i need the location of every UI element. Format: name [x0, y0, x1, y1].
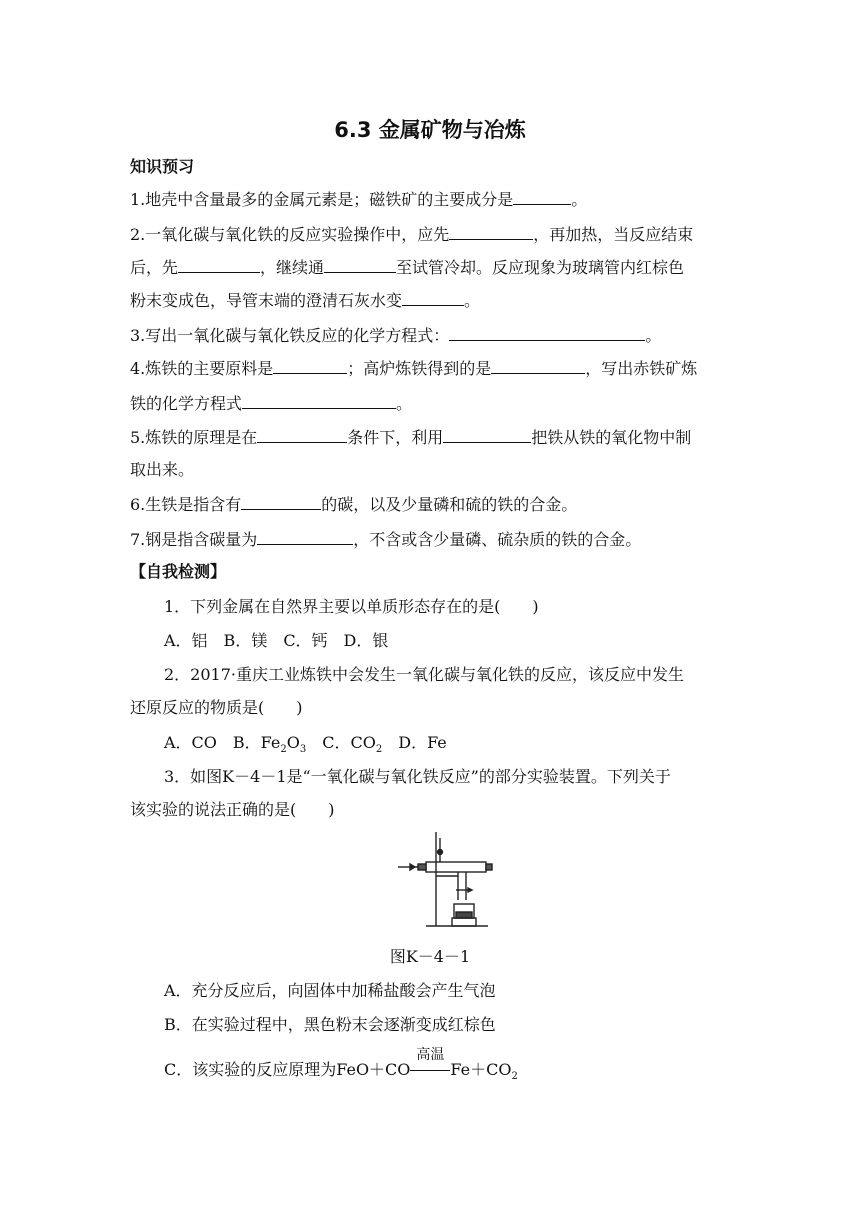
question-1: 1.地壳中含量最多的金属元素是；磁铁矿的主要成分是 。	[130, 190, 588, 209]
test-question-1: 1．下列金属在自然界主要以单质形态存在的是( )	[164, 597, 539, 616]
answer-blank[interactable]	[273, 357, 347, 374]
question-2-line-3: 粉末变成色，导管末端的澄清石灰水变 。	[130, 291, 481, 310]
answer-blank[interactable]	[491, 357, 585, 374]
question-4-line-2: 铁的化学方程式 。	[130, 394, 413, 413]
test-question-2-options: A．CO B．$Fe_2O_3$ C．$CO_2$ D．Fe	[164, 733, 447, 756]
answer-blank[interactable]	[257, 426, 347, 443]
answer-blank[interactable]	[257, 528, 353, 545]
answer-blank[interactable]	[178, 256, 260, 273]
question-7: 7.钢是指含碳量为 ，不含或含少量磷、硫杂质的铁的合金。	[130, 530, 642, 549]
question-2-line-1: 2.一氧化碳与氧化铁的反应实验操作中，应先 ，再加热，当反应结束	[130, 225, 694, 244]
page-title: 6.3 金属矿物与冶炼	[334, 118, 526, 142]
question-2-line-2: 后，先 ，继续通 至试管冷却。反应现象为玻璃管内红棕色	[130, 258, 685, 277]
answer-blank[interactable]	[513, 188, 571, 205]
section-heading-preview: 知识预习	[130, 157, 195, 176]
answer-blank[interactable]	[443, 426, 531, 443]
test-question-3-option-c: C．该实验的反应原理为FeO＋CO 高温 $Fe+CO_2$	[164, 1047, 518, 1083]
test-question-2-line-2: 还原反应的物质是( )	[130, 698, 303, 717]
question-5-line-2: 取出来。	[130, 460, 195, 479]
answer-blank[interactable]	[402, 289, 464, 306]
test-question-2-line-1: 2．2017·重庆工业炼铁中会发生一氧化碳与氧化铁的反应，该反应中发生	[164, 665, 684, 684]
question-5-line-1: 5.炼铁的原理是在 条件下，利用 把铁从铁的氧化物中制	[130, 428, 692, 447]
question-4-line-1: 4.炼铁的主要原料是 ；高炉炼铁得到的是 ，写出赤铁矿炼	[130, 359, 698, 378]
test-question-3-option-b: B．在实验过程中，黑色粉末会逐渐变成红棕色	[164, 1015, 496, 1034]
section-heading-self-test: 【自我检测】	[130, 562, 227, 581]
answer-blank[interactable]	[242, 392, 396, 409]
reaction-condition: 高温	[410, 1058, 450, 1081]
answer-blank[interactable]	[324, 256, 396, 273]
test-question-1-options: A．铝 B．镁 C．钙 D．银	[164, 631, 389, 650]
answer-blank[interactable]	[241, 493, 321, 510]
answer-blank[interactable]	[449, 223, 533, 240]
apparatus-figure	[396, 828, 496, 930]
question-6: 6.生铁是指含有 的碳，以及少量磷和硫的铁的合金。	[130, 495, 578, 514]
question-3: 3.写出一氧化碳与氧化铁反应的化学方程式： 。	[130, 326, 662, 345]
test-question-3-line-2: 该实验的说法正确的是( )	[130, 800, 335, 819]
test-question-3-line-1: 3．如图K－4－1是“一氧化碳与氧化铁反应”的部分实验装置。下列关于	[164, 767, 671, 786]
test-question-3-option-a: A．充分反应后，向固体中加稀盐酸会产生气泡	[164, 981, 496, 1000]
answer-blank[interactable]	[449, 324, 645, 341]
figure-caption: 图K－4－1	[389, 947, 471, 966]
